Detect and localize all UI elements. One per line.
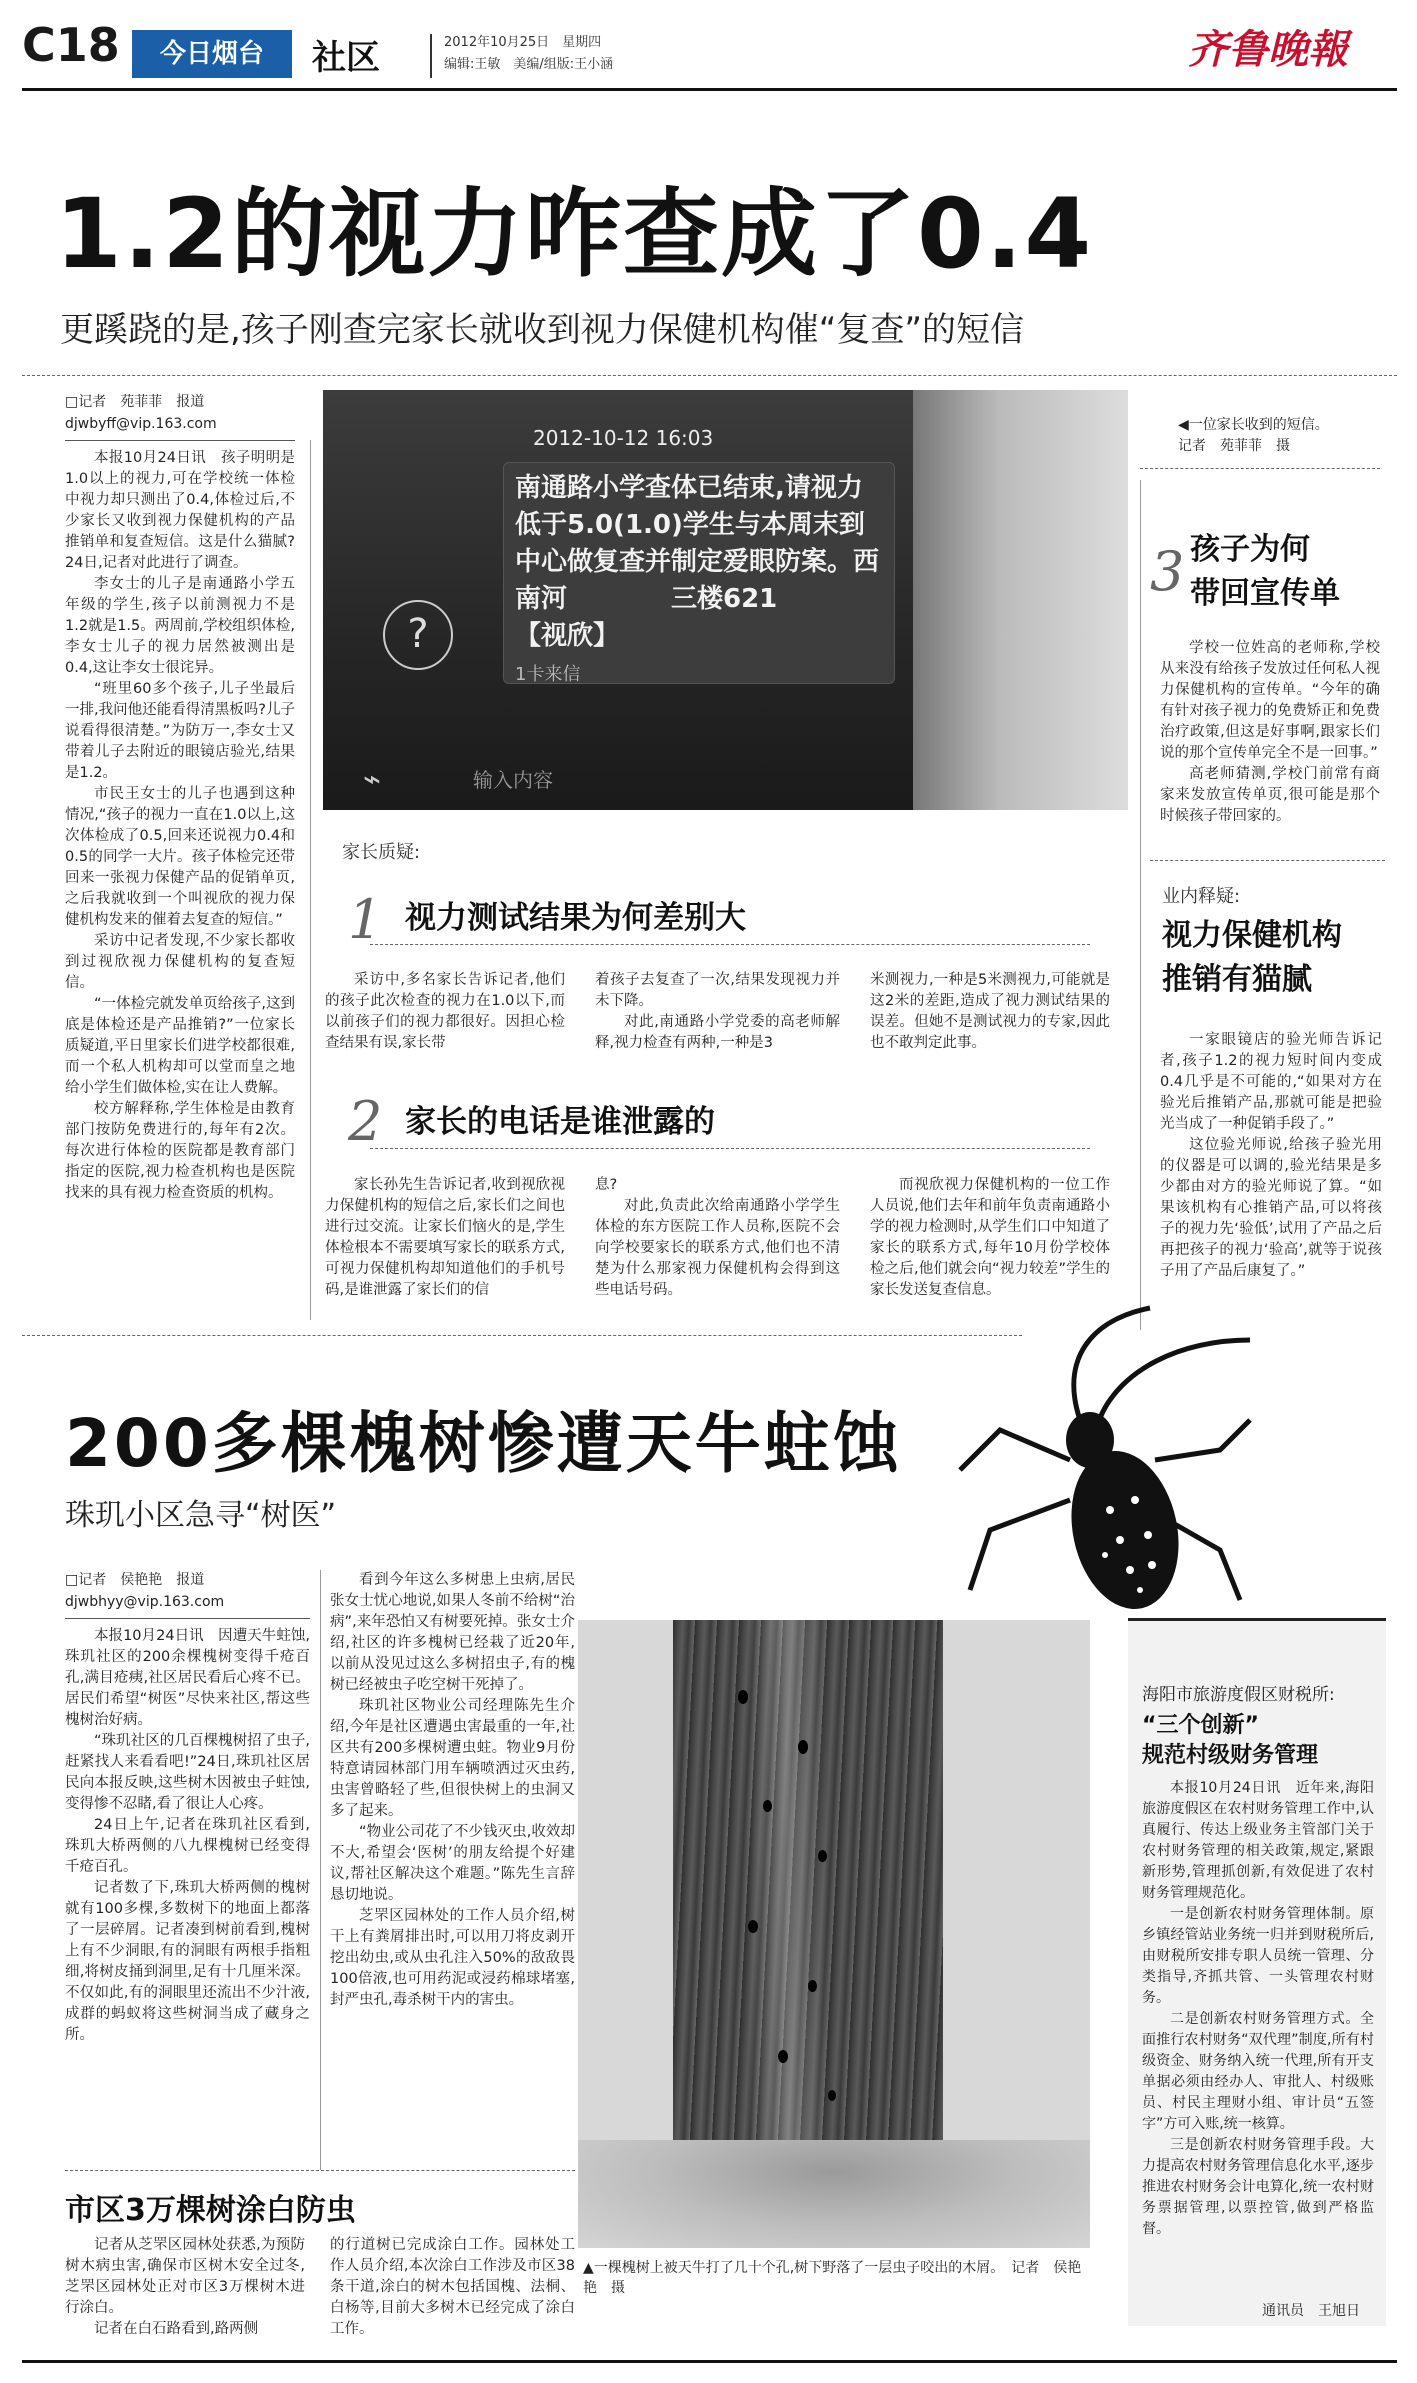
paragraph: 采访中记者发现,不少家长都收到过视欣视力保健机构的复查短信。 bbox=[65, 933, 295, 991]
contact-avatar-icon: ? bbox=[383, 600, 453, 670]
article2-byline: □记者 侯艳艳 报道 bbox=[65, 1572, 205, 1588]
industry-body bbox=[1160, 1030, 1382, 1325]
paragraph: 着孩子去复查了一次,结果发现视力并未下降。 bbox=[595, 972, 840, 1009]
beetle-hole-icon bbox=[828, 2090, 836, 2101]
header-rule bbox=[22, 88, 1397, 91]
sub2-column-1 bbox=[325, 1175, 565, 1325]
sms-phone-photo bbox=[323, 390, 1128, 810]
article1-email: djwbyff@vip.163.com bbox=[65, 416, 217, 432]
article2-column-1 bbox=[65, 1626, 310, 2146]
beetle-hole-icon bbox=[808, 1980, 817, 1992]
paragraph: 学校一位姓高的老师称,学校从来没有给孩子发放过任何私人视力保健机构的宣传单。“今年的确有针对孩子视力的免费矫正和免费治疗政策,但这是好事啊,跟家长们说的那个宣传单完全不是一回事。” bbox=[1160, 640, 1380, 761]
sub3-rule bbox=[1150, 860, 1385, 861]
sms-timestamp: 2012-10-12 16:03 bbox=[533, 426, 714, 450]
beetle-hole-icon bbox=[818, 1850, 827, 1862]
paragraph: 一是创新农村财务管理体制。原乡镇经管站业务统一归并到财税所后,由财税所安排专职人员统一管理、分类指导,齐抓共管、一头管理农村财务。 bbox=[1142, 1906, 1374, 2006]
paragraph: 的行道树已完成涂白工作。园林处工作人员介绍,本次涂白工作涉及市区38条干道,涂白的树木包括国槐、法桐、白杨等,目前大多树木已经完成了涂白工作。 bbox=[330, 2237, 575, 2337]
industry-title-line2: 推销有猫腻 bbox=[1162, 962, 1312, 997]
article2-column-2 bbox=[330, 1570, 575, 2210]
beetle-antenna-icon bbox=[1100, 1340, 1250, 1418]
article2-headline: 200多棵槐树惨遭天牛蛀蚀 bbox=[65, 1405, 902, 1482]
paragraph: 采访中,多名家长告诉记者,他们的孩子此次检查的视力在1.0以下,而以前孩子们的视力都很好。因担心检查结果有误,家长带 bbox=[325, 972, 565, 1051]
paragraph: 米测视力,一种是5米测视力,可能就是这2米的差距,造成了视力测试结果的误差。但她不是测试视力的专家,因此也不敢判定此事。 bbox=[870, 972, 1110, 1051]
article1-column-1 bbox=[65, 448, 295, 1320]
paragraph: 记者数了下,珠玑大桥两侧的槐树就有100多棵,多数树下的地面上都落了一层碎屑。记者凑到树前看到,槐树上有不少洞眼,有的洞眼有两根手指粗细,将树皮捅到洞里,足有十几厘米深。不仅如此,有的洞眼里还流出不少汁液,成群的蚂蚁将这些树洞当成了藏身之所。 bbox=[65, 1880, 310, 2043]
ground-sawdust bbox=[578, 2140, 1090, 2248]
paragraph: 这位验光师说,给孩子验光用的仪器是可以调的,验光结果是多少都由对方的验光师说了算。“如果该机构有心推销产品,可以将孩子的视力先‘验低’,试用了产品之后再把孩子的视力‘验高’,就等于说孩子用了产品后康复了。” bbox=[1160, 1137, 1382, 1279]
paragraph: 一家眼镜店的验光师告诉记者,孩子1.2的视力短时间内变成0.4几乎是不可能的,“如果对方在验光后推销产品,那就可能是把验光当成了一种促销手段了。” bbox=[1160, 1032, 1382, 1132]
section-name: 社区 bbox=[312, 38, 380, 78]
subhead-2-number: 2 bbox=[348, 1090, 383, 1153]
subhead-3-title-line2: 带回宣传单 bbox=[1190, 576, 1340, 611]
beetle-hole-icon bbox=[778, 2050, 788, 2063]
sub2-column-2 bbox=[595, 1175, 840, 1325]
beetle-hole-icon bbox=[763, 1800, 772, 1812]
header-editor: 编辑:王敏 美编/组版:王小涵 bbox=[444, 57, 614, 72]
article1-headline: 1.2的视力咋查成了0.4 bbox=[55, 178, 1094, 290]
paragraph: 市民王女士的儿子也遇到这种情况,“孩子的视力一直在1.0以上,这次体检成了0.5,回来还说视力0.4和0.5的同学一大片。孩子体检完还带回来一张视力保健产品的促销单页,之后我就收到一个叫视欣的视力保健机构发来的催着去复查的短信。” bbox=[65, 786, 295, 928]
parents-question-label: 家长质疑: bbox=[342, 842, 421, 863]
tree-trunk-photo bbox=[578, 1620, 1090, 2248]
subhead-3-number: 3 bbox=[1150, 540, 1185, 603]
tax-box-title-line1: “三个创新” bbox=[1142, 1713, 1259, 1738]
article2-top-rule bbox=[22, 1335, 1022, 1336]
beetle-hole-icon bbox=[748, 1920, 758, 1933]
article1-byline: □记者 苑菲菲 报道 bbox=[65, 394, 205, 410]
page-number: C18 bbox=[22, 18, 120, 72]
subhead-1-number: 1 bbox=[348, 888, 383, 951]
industry-label: 业内释疑: bbox=[1162, 886, 1241, 907]
sub1-column-3 bbox=[870, 970, 1110, 1075]
header-divider bbox=[430, 34, 432, 78]
header-date: 2012年10月25日 星期四 bbox=[444, 35, 602, 50]
longhorn-beetle-illustration bbox=[920, 1300, 1260, 1630]
byline-rule bbox=[65, 440, 295, 441]
newspaper-brand-logo: 齐鲁晚報 bbox=[1188, 26, 1348, 73]
paragraph: 芝罘区园林处的工作人员介绍,树干上有粪屑排出时,可以用刀将皮剥开挖出幼虫,或从虫孔注入50%的敌敌畏100倍液,也可用药泥或浸药棉球堵塞,封严虫孔,毒杀树干内的害虫。 bbox=[330, 1908, 575, 2008]
sub1-column-2 bbox=[595, 970, 840, 1075]
sub1-column-1 bbox=[325, 970, 565, 1075]
tax-box-body bbox=[1142, 1778, 1374, 2298]
paragraph: 本报10月24日讯 孩子明明是1.0以上的视力,可在学校统一体检中视力却只测出了0.4,体检过后,不少家长又收到视力保健机构的产品推销单和复查短信。这是什么猫腻?24日,记者对此进行了调查。 bbox=[65, 450, 295, 571]
article2-deck: 珠玑小区急寻“树医” bbox=[65, 1498, 337, 1533]
tax-box-top-rule bbox=[1128, 1618, 1386, 1621]
footer-rule bbox=[22, 2360, 1397, 2363]
paragraph: “一体检完就发单页给孩子,这到底是体检还是产品推销?”一位家长质疑道,平日里家长们进学校都很难,而一个私人机构却可以堂而皇之地给小学生们做体检,实在让人费解。 bbox=[65, 996, 295, 1096]
sms-input-field: 输入内容 bbox=[473, 768, 553, 792]
paragraph: 三是创新农村财务管理手段。大力提高农村财务管理信息化水平,逐步推进农村财务会计电算化,统一农村财务票据管理,以票控管,做到严格监督。 bbox=[1142, 2137, 1374, 2237]
sidebar-top-rule bbox=[65, 2170, 575, 2171]
beetle-antenna-icon bbox=[1074, 1308, 1150, 1420]
paragraph: 李女士的儿子是南通路小学五年级的学生,孩子以前测视力不是1.2就是1.5。两周前,学校组织体检,李女士儿子的视力居然被测出是0.4,这让李女士很诧异。 bbox=[65, 576, 295, 676]
subhead-3-body bbox=[1160, 638, 1380, 843]
sms-sim-label: 1卡来信 bbox=[515, 664, 581, 685]
article1-deck: 更蹊跷的是,孩子刚查完家长就收到视力保健机构催“复查”的短信 bbox=[60, 310, 1025, 350]
industry-title-line1: 视力保健机构 bbox=[1162, 918, 1342, 953]
tax-box-credit: 通讯员 王旭日 bbox=[1262, 2303, 1360, 2319]
paragraph: 对此,负责此次给南通路小学学生体检的东方医院工作人员称,医院不会向学校要家长的联系方式,他们也不清楚为什么那家视力保健机构会得到这些电话号码。 bbox=[595, 1198, 840, 1298]
article1-side-divider bbox=[1140, 480, 1141, 1330]
subhead-3-title-line1: 孩子为何 bbox=[1190, 532, 1310, 567]
subhead-2-title: 家长的电话是谁泄露的 bbox=[405, 1104, 715, 1140]
sub2-rule bbox=[370, 1148, 1090, 1149]
tree-photo-caption: ▲一棵槐树上被天牛打了几十个孔,树下野落了一层虫子咬出的木屑。 记者 侯艳艳 摄 bbox=[583, 2260, 1082, 2296]
paragraph: 看到今年这么多树患上虫病,居民张女士忧心地说,如果人冬前不给树“治病”,来年恐怕又有树要死掉。张女士介绍,社区的许多槐树已经栽了近20年,以前从没见过这么多树招虫子,有的槐树已经被虫子吃空树干死掉了。 bbox=[330, 1572, 575, 1693]
paragraph: “物业公司花了不少钱灭虫,收效却不大,希望会‘医树’的朋友给提个好建议,帮社区解决这个难题。”陈先生言辞恳切地说。 bbox=[330, 1824, 575, 1903]
paragraph: 本报10月24日讯 因遭天牛蛀蚀,珠玑社区的200余棵槐树变得千疮百孔,满目疮痍,社区居民看后心疼不已。居民们希望“树医”尽快来社区,帮这些槐树治好病。 bbox=[65, 1628, 310, 1728]
phone-right-edge bbox=[913, 390, 1128, 810]
sms-photo-credit: 记者 苑菲菲 摄 bbox=[1178, 438, 1290, 454]
attach-icon: ⌁ bbox=[363, 762, 382, 797]
paragraph: 本报10月24日讯 近年来,海阳旅游度假区在农村财务管理工作中,认真履行、传达上级业务主管部门关于农村财务管理的相关政策,规定,紧跟新形势,管理抓创新,有效促进了农村财务管理规范化。 bbox=[1142, 1780, 1374, 1901]
caption-rule bbox=[1140, 468, 1380, 469]
beetle-hole-icon bbox=[798, 1740, 808, 1754]
tax-box-kicker: 海阳市旅游度假区财税所: bbox=[1142, 1685, 1335, 1705]
tax-box-title-line2: 规范村级财务管理 bbox=[1142, 1743, 1319, 1768]
sidebar-column-2 bbox=[330, 2235, 575, 2365]
sidebar-title: 市区3万棵树涂白防虫 bbox=[65, 2193, 356, 2228]
paragraph: “珠玑社区的几百棵槐树招了虫子,赶紧找人来看看吧!”24日,珠玑社区居民向本报反映,这些树木因被虫子蛀蚀,变得惨不忍睹,看了很让人心疼。 bbox=[65, 1733, 310, 1812]
paragraph: 而视欣视力保健机构的一位工作人员说,他们去年和前年负责南通路小学的视力检测时,从学生们口中知道了家长的联系方式,每年10月份学校体检之后,他们就会向“视力较差”学生的家长发送复查信息。 bbox=[870, 1177, 1110, 1298]
paragraph: 校方解释称,学生体检是由教育部门按防免费进行的,每年有2次。每次进行体检的医院都是教育部门指定的医院,视力检查机构也是医院找来的具有视力检查资质的机构。 bbox=[65, 1101, 295, 1201]
paragraph: 二是创新农村财务管理方式。全面推行农村财务“双代理”制度,所有村级资金、财务纳入统一代理,所有开支单据必须由经办人、审批人、村级账员、村民主理财小组、审计员“五签字”方可入账,统一核算。 bbox=[1142, 2011, 1374, 2132]
byline2-rule bbox=[65, 1618, 310, 1619]
sms-photo-caption: ◀一位家长收到的短信。 bbox=[1178, 417, 1329, 433]
subhead-1-title: 视力测试结果为何差别大 bbox=[405, 900, 746, 936]
sms-message: 南通路小学查体已结束,请视力低于5.0(1.0)学生与本周末到中心做复查并制定爱眼防案。西南河 三楼621 【视欣】 bbox=[515, 473, 882, 651]
paragraph: 记者在白石路看到,路两侧 bbox=[94, 2321, 259, 2337]
article2-email: djwbhyy@vip.163.com bbox=[65, 1594, 225, 1610]
paragraph: 高老师猜测,学校门前常有商家来发放宣传单页,很可能是那个时候孩子带回家的。 bbox=[1160, 766, 1380, 824]
beetle-hole-icon bbox=[738, 1690, 748, 1704]
sub1-rule bbox=[370, 944, 1090, 945]
article1-top-rule bbox=[22, 375, 1397, 376]
article1-col-divider bbox=[310, 440, 311, 1320]
paragraph: 记者从芝罘区园林处获悉,为预防树木病虫害,确保市区树木安全过冬,芝罘区园林处正对市区3万棵树木进行涂白。 bbox=[65, 2237, 305, 2316]
paragraph: 24日上午,记者在珠玑社区看到,珠玑大桥两侧的八九棵槐树已经变得千疮百孔。 bbox=[65, 1817, 310, 1875]
paragraph: “班里60多个孩子,儿子坐最后一排,我问他还能看得清黑板吗?儿子说看得很清楚。”为防万一,李女士又带着儿子去附近的眼镜店验光,结果是1.2。 bbox=[65, 681, 295, 781]
beetle-body-icon bbox=[1058, 1441, 1193, 1619]
paragraph: 家长孙先生告诉记者,收到视欣视力保健机构的短信之后,家长们之间也进行过交流。让家长们恼火的是,学生体检根本不需要填写家长的联系方式,可视力保健机构却知道他们的手机号码,是谁泄露了家长们的信 bbox=[325, 1177, 565, 1298]
article2-col-divider bbox=[320, 1570, 321, 2170]
sidebar-column-1 bbox=[65, 2235, 305, 2365]
section-tag: 今日烟台 bbox=[132, 30, 292, 78]
paragraph: 珠玑社区物业公司经理陈先生介绍,今年是社区遭遇虫害最重的一年,社区共有200多棵树遭虫蛀。物业9月份特意请园林部门用车辆喷洒过灭虫药,虫害曾略轻了些,但很快树上的虫洞又多了起来。 bbox=[330, 1698, 575, 1819]
paragraph: 对此,南通路小学党委的高老师解释,视力检查有两种,一种是3 bbox=[595, 1014, 840, 1051]
paragraph: 息? bbox=[595, 1177, 618, 1193]
